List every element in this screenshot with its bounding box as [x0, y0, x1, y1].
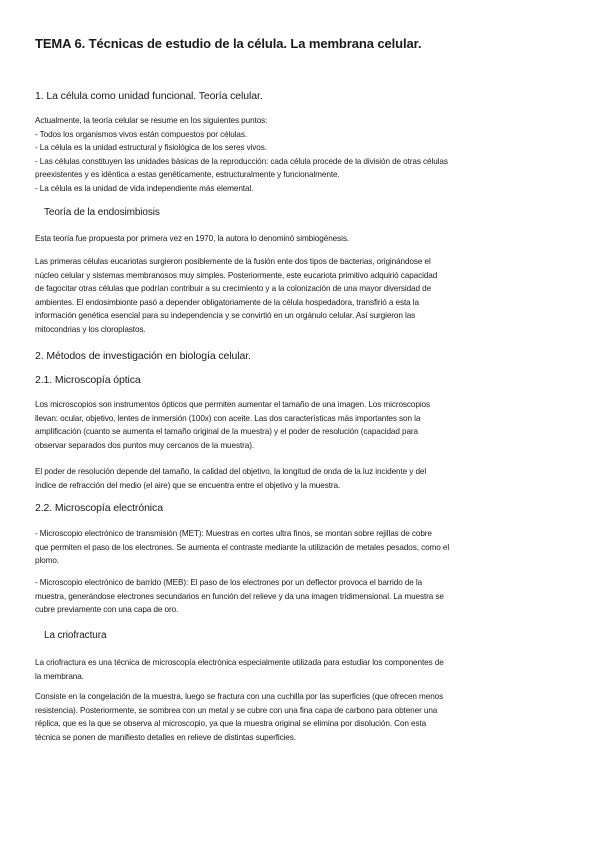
- text-line: amplificación (cuanto se aumenta el tamaño original de la muestra) y el poder de resolución (capacidad para: [35, 427, 418, 436]
- text-line: - Todos los organismos vivos están compuestos por células.: [35, 129, 248, 139]
- section-2-heading: 2. Métodos de investigación en biología celular.: [35, 350, 251, 362]
- electron-microscopy-meb: [35, 576, 565, 617]
- section-1-text: [35, 114, 565, 195]
- text-line: núcleo celular y sistemas membranosos muy simples. Posteriormente, este eucariota primitivo adquirió capacidad: [35, 270, 438, 280]
- text-line: muestra, generándose electrones secundarios en función del relieve y da una imagen tridimensional. La muestra se: [35, 591, 444, 601]
- text-line: información genética esencial para su independencia y se convirtió en un orgánulo celular. Así surgieron las: [35, 311, 416, 320]
- text-line: Esta teoría fue propuesta por primera vez en 1970, la autora lo denominó simbiogénesis.: [35, 234, 349, 243]
- text-line: El poder de resolución depende del tamaño, la calidad del objetivo, la longitud de onda de la luz incidente y del: [35, 467, 427, 476]
- document-title: TEMA 6. Técnicas de estudio de la célula. La membrana celular.: [35, 36, 422, 51]
- text-line: La criofractura es una técnica de microscopía electrónica especialmente utilizada para estudiar los componentes de: [35, 658, 444, 667]
- cryofracture-paragraph-1: [35, 656, 565, 683]
- section-2-2-heading: 2.2. Microscopía electrónica: [35, 502, 163, 514]
- text-line: réplica, que es la que se observa al microscopio, ya que la muestra original se elimina por disolución. Con esta: [35, 719, 427, 728]
- electron-microscopy-met: [35, 527, 565, 568]
- text-line: ambientes. El endosimbionte pasó a depender obligatoriamente de la célula hospedadora, transfirió a esta la: [35, 297, 419, 307]
- section-2-1-heading: 2.1. Microscopía óptica: [35, 374, 141, 386]
- text-line: plomo.: [35, 556, 59, 565]
- text-line: - La célula es la unidad de vida independiente más elemental.: [35, 183, 254, 193]
- text-line: Los microscopios son instrumentos ópticos que permiten aumentar el tamaño de una imagen. Los microscopios: [35, 400, 430, 409]
- text-line: mitocondrias y los cloroplastos.: [35, 324, 146, 334]
- endosymbiosis-paragraph-2: [35, 255, 565, 336]
- text-line: Actualmente, la teoría celular se resume en los siguientes puntos:: [35, 116, 268, 125]
- text-line: cubre previamente con una capa de oro.: [35, 605, 179, 614]
- text-line: resistencia). Posteriormente, se sombrea con un metal y se cubre con una fina capa de carbono para obtener una: [35, 705, 438, 715]
- text-line: - Las células constituyen las unidades básicas de la reproducción: cada célula procede de la división de otras células: [35, 156, 448, 166]
- cryofracture-heading: La criofractura: [44, 630, 107, 641]
- text-line: Consiste en la congelación de la muestra, luego se fractura con una cuchilla por las superficies (que ofrecen menos: [35, 692, 444, 701]
- text-line: observar separados dos puntos muy cercanos de la muestra).: [35, 440, 255, 450]
- text-line: Las primeras células eucariotas surgieron posiblemente de la fusión ente dos tipos de bacterias, originándose el: [35, 257, 431, 266]
- text-line: de fagocitar otras células que podrían contribuir a su crecimiento y a la colonización de una mayor diversidad de: [35, 284, 432, 293]
- text-line: - Microscopio electrónico de barrido (MEB): El paso de los electrones por un deflector provoca el barrido de la: [35, 578, 423, 587]
- endosymbiosis-heading: Teoría de la endosimbiosis: [44, 207, 160, 218]
- optical-microscopy-paragraph-2: [35, 465, 565, 492]
- text-line: índice de refracción del medio (el aire) que se encuentra entre el objetivo y la muestra.: [35, 480, 341, 490]
- cryofracture-paragraph-2: [35, 690, 565, 744]
- text-line: preexistentes y es idéntica a estas genéticamente, estructuralmente y funcionalmente.: [35, 170, 340, 179]
- section-1-heading: 1. La célula como unidad funcional. Teoría celular.: [35, 90, 263, 102]
- text-line: la membrana.: [35, 671, 84, 681]
- text-line: llevan: ocular, objetivo, lentes de inmersión (100x) con aceite. Las dos características más importantes son la: [35, 413, 421, 423]
- text-line: que permiten el paso de los electrones. Se aumenta el contraste mediante la utilización de metales pesados, como el: [35, 542, 450, 552]
- optical-microscopy-paragraph-1: [35, 398, 565, 452]
- text-line: - La célula es la unidad estructural y fisiológica de los seres vivos.: [35, 143, 267, 152]
- text-line: - Microscopio electrónico de transmisión (MET): Muestras en cortes ultra finos, se montan sobre rejillas de cobre: [35, 529, 432, 538]
- text-line: técnica se ponen de manifiesto detalles en relieve de distintas superficies.: [35, 732, 296, 742]
- endosymbiosis-paragraph-1: [35, 232, 565, 246]
